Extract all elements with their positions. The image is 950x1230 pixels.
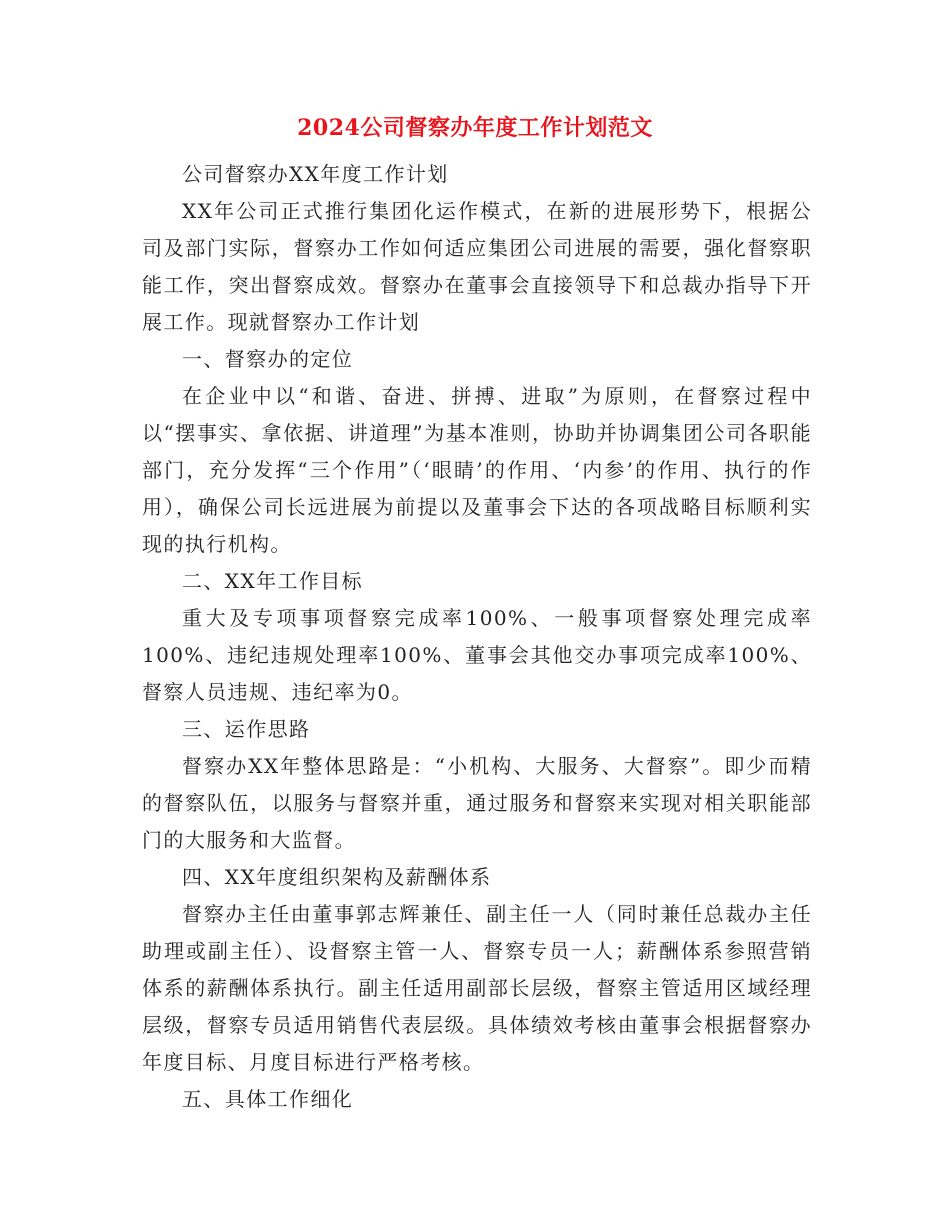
document-body (142, 156, 812, 1118)
section-body-organization: 督察办主任由董事郭志辉兼任、副主任一人（同时兼任总裁办主任助理或副主任）、设督察主管一人、督察专员一人；薪酬体系参照营销体系的薪酬体系执行。副主任适用副部长层级，督察主管适用区域经理层级，督察专员适用销售代表层级。具体绩效考核由董事会根据督察办年度目标、月度目标进行严格考核。 (142, 902, 812, 1074)
section-heading-approach: 三、运作思路 (182, 717, 311, 741)
section-body-goals: 重大及专项事项督察完成率100%、一般事项督察处理完成率100%、违纪违规处理率100%、董事会其他交办事项完成率100%、督察人员违规、违纪率为0。 (142, 606, 812, 704)
section-heading-goals: 二、XX年工作目标 (182, 569, 364, 593)
document-subtitle: 公司督察办XX年度工作计划 (182, 162, 449, 186)
section-heading-positioning: 一、督察办的定位 (182, 347, 354, 371)
section-heading-details: 五、具体工作细化 (182, 1087, 354, 1111)
section-heading-organization: 四、XX年度组织架构及薪酬体系 (182, 865, 492, 889)
section-body-approach: 督察办XX年整体思路是：“小机构、大服务、大督察”。即少而精的督察队伍，以服务与督察并重，通过服务和督察来实现对相关职能部门的大服务和大监督。 (142, 754, 812, 852)
document-title: 2024公司督察办年度工作计划范文 (297, 115, 653, 141)
section-body-positioning: 在企业中以“和谐、奋进、拼搏、进取”为原则，在督察过程中以“摆事实、拿依据、讲道理”为基本准则，协助并协调集团公司各职能部门，充分发挥“三个作用”（‘眼睛’的作用、‘内参’的作用、执行的作用），确保公司长远进展为前提以及董事会下达的各项战略目标顺利实现的执行机构。 (142, 384, 812, 556)
intro-paragraph: XX年公司正式推行集团化运作模式，在新的进展形势下，根据公司及部门实际，督察办工作如何适应集团公司进展的需要，强化督察职能工作，突出督察成效。督察办在董事会直接领导下和总裁办指导下开展工作。现就督察办工作计划 (142, 199, 812, 334)
